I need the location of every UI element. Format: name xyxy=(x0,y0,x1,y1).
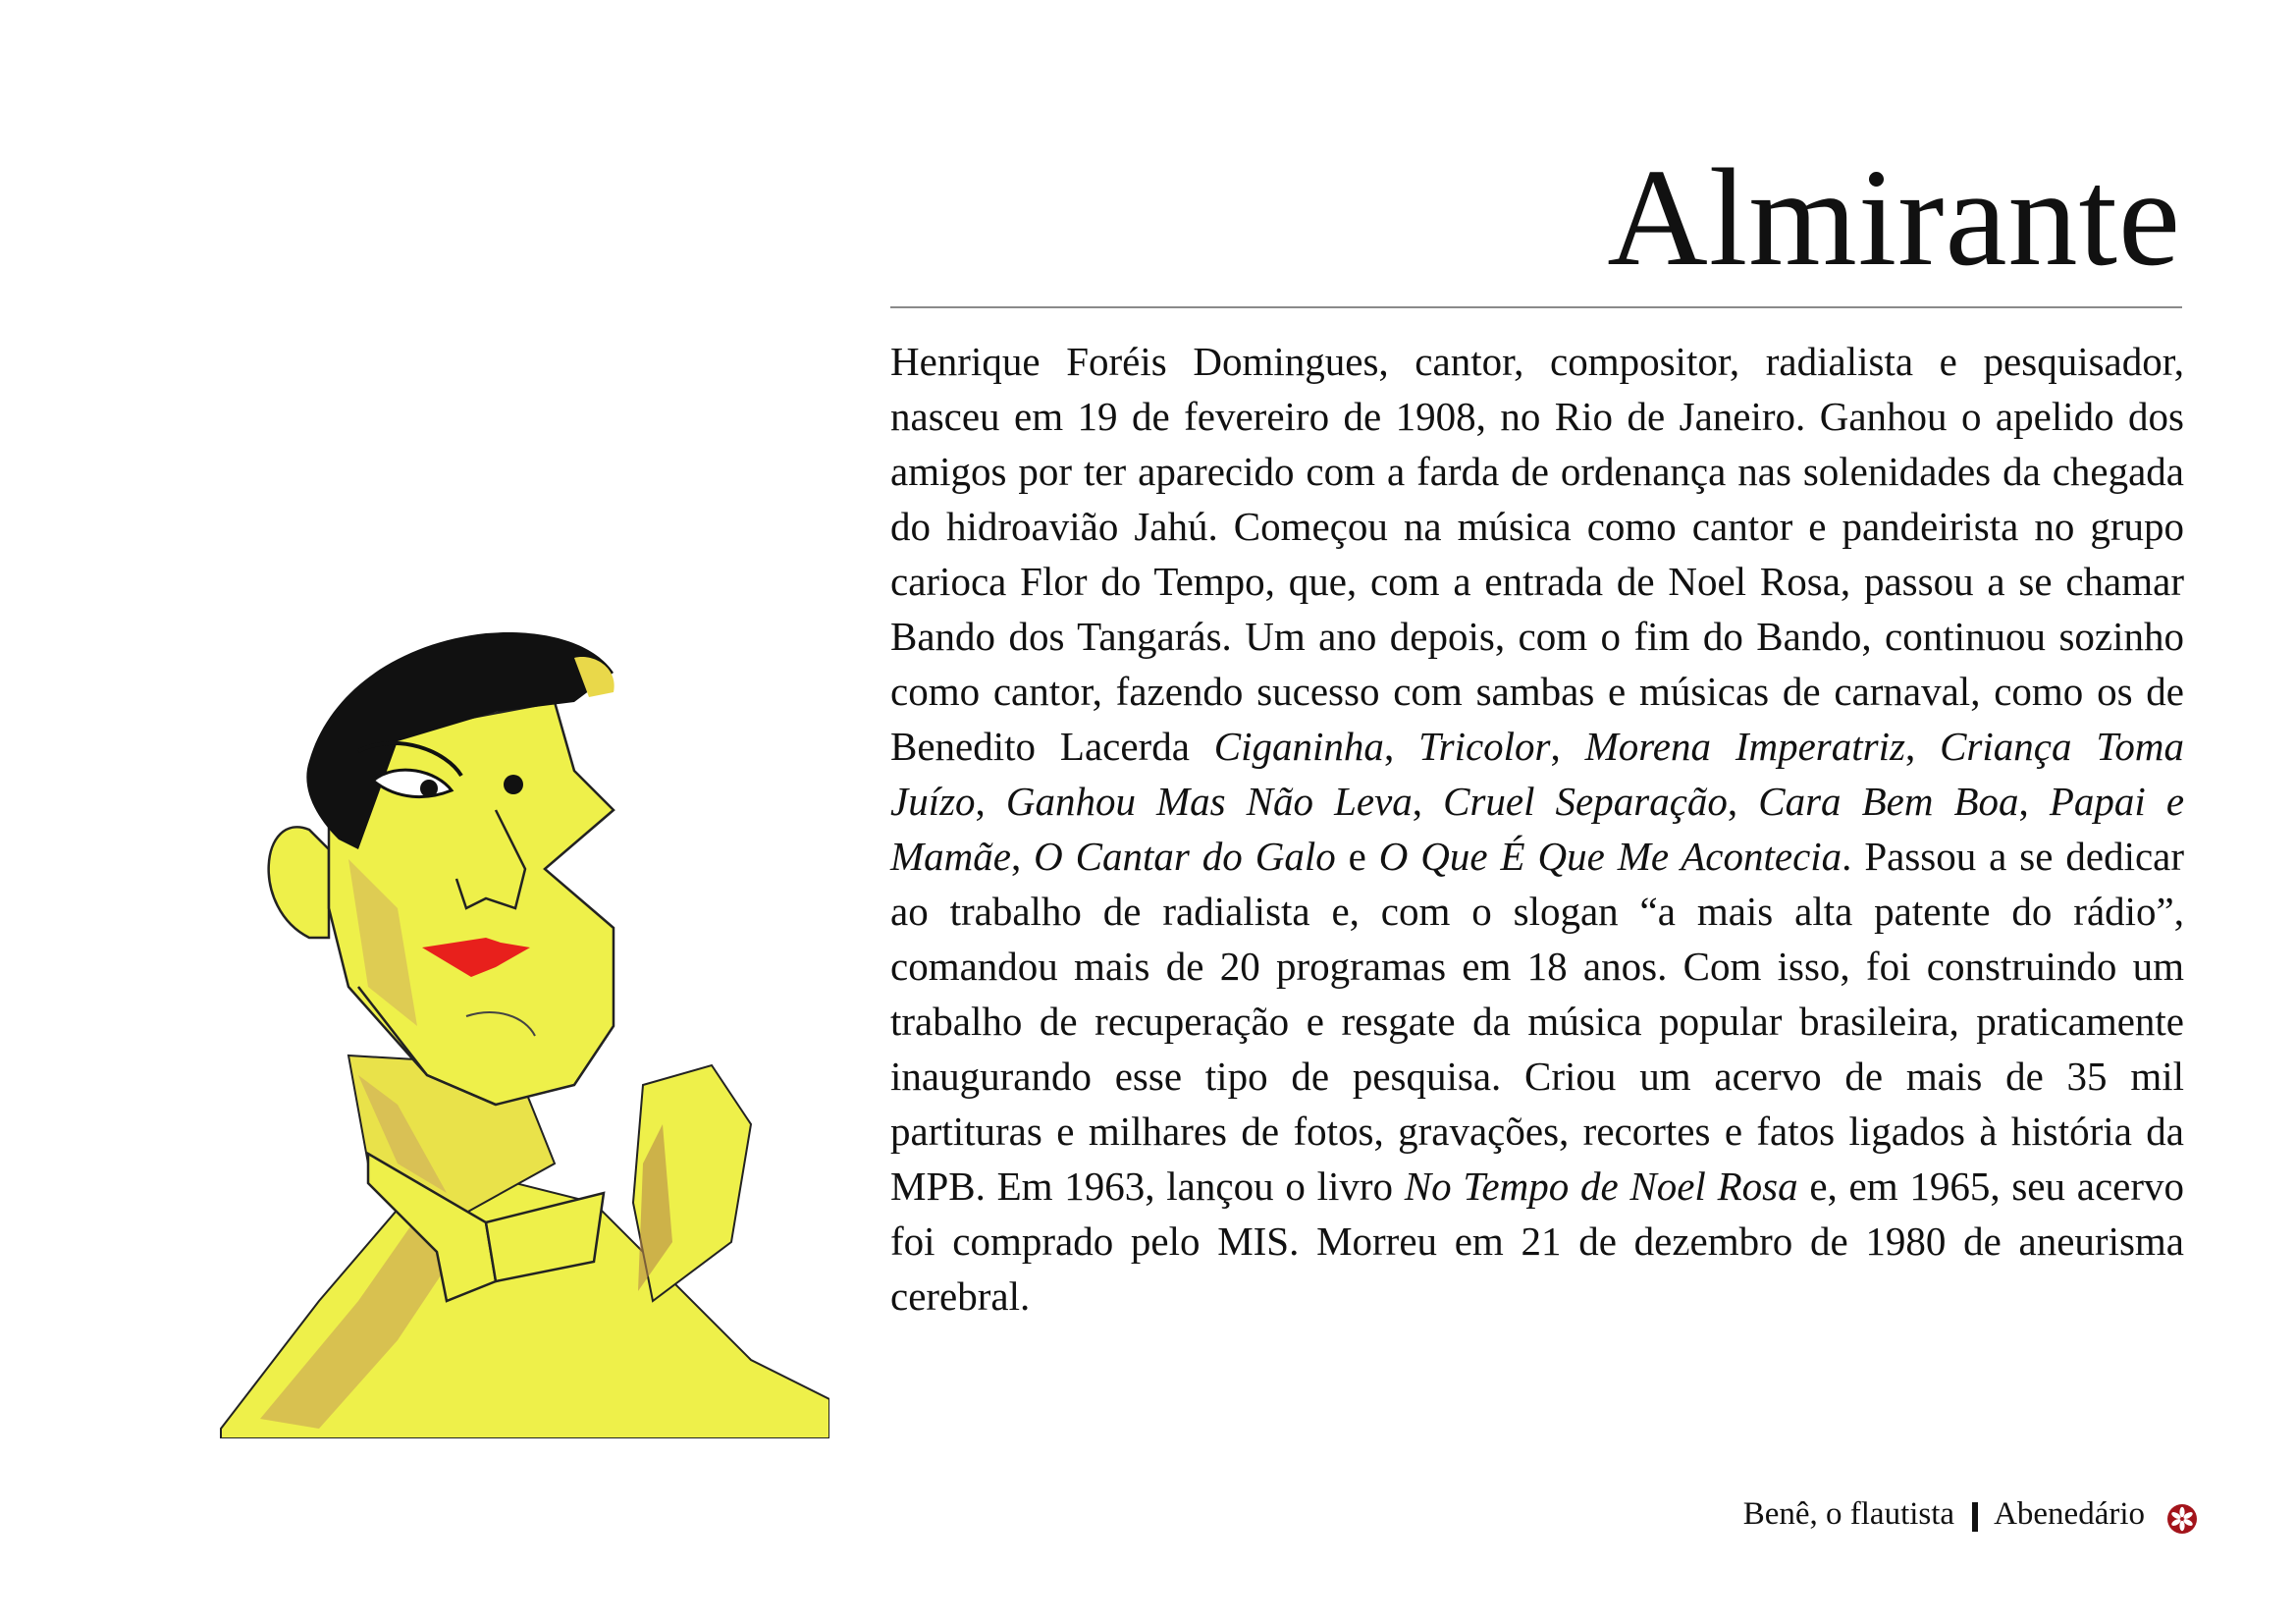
book-title: No Tempo de Noel Rosa xyxy=(1404,1164,1798,1209)
song-title: Cara Bem Boa xyxy=(1758,779,2019,824)
song-title: Ganhou Mas Não Leva xyxy=(1005,779,1413,824)
flower-icon xyxy=(2166,1503,2198,1535)
song-title: Ciganinha xyxy=(1213,724,1384,769)
footer-book-title: Benê, o flautista xyxy=(1742,1496,1955,1532)
bio-segment: Henrique Foréis Domingues, cantor, compositor, radialista e pesquisador, nasceu em 19 de fevereiro de 1908, no Rio de Janeiro. Ganhou o apelido dos amigos por ter aparecido com a farda de ordenança nas solenidades da chegada do hidroavião Jahú. Começou na música como cantor e pandeirista no grupo carioca Flor do Tempo, que, com a entrada de Noel Rosa, passou a se chamar Bando dos Tangarás. Um ano depois, com o fim do Bando, continuou sozinho como cantor, fazendo sucesso com sambas e músicas de carnaval, como os de Benedito Lacerda xyxy=(890,339,2184,769)
bio-segment: , xyxy=(2018,779,2050,824)
song-title: O Que É Que Me Acontecia xyxy=(1378,834,1842,879)
bio-segment: , xyxy=(1412,779,1444,824)
song-title: Cruel Separação xyxy=(1443,779,1728,824)
song-title: Papai e Mamãe xyxy=(890,779,2185,879)
bio-segment: . Passou a se dedicar ao trabalho de radialista e, com o slogan “a mais alta patente do rádio”, comandou mais de 20 programas em 18 anos. Com isso, foi construindo um trabalho de recuperação e resgate da música popular brasileira, praticamente inaugurando esse tipo de pesquisa. Criou um acervo de mais de 35 mil partituras e milhares de fotos, gravações, recortes e fatos ligados à história da MPB. Em 1963, lançou o livro xyxy=(890,834,2185,1209)
bio-segment: , xyxy=(1904,724,1941,769)
bio-segment: e xyxy=(1335,834,1379,879)
song-title: Tricolor xyxy=(1418,724,1551,769)
footer-section: Abenedário xyxy=(1994,1496,2145,1532)
bio-segment: , xyxy=(1010,834,1035,879)
title-divider xyxy=(890,306,2182,308)
song-title: Morena Imperatriz xyxy=(1584,724,1905,769)
portrait-illustration xyxy=(201,614,829,1438)
biography-text xyxy=(890,334,2184,1324)
bio-segment: , xyxy=(1727,779,1759,824)
bio-segment: , xyxy=(1383,724,1419,769)
bio-segment: , xyxy=(1550,724,1585,769)
song-title: Criança Toma Juízo xyxy=(890,724,2185,824)
song-title: O Cantar do Galo xyxy=(1034,834,1336,879)
footer-separator xyxy=(1972,1502,1978,1532)
page-footer xyxy=(1743,1496,2198,1533)
bio-segment: , xyxy=(975,779,1006,824)
bio-segment: e, em 1965, seu acervo foi comprado pelo MIS. Morreu em 21 de dezembro de 1980 de aneurisma cerebral. xyxy=(890,1164,2185,1319)
page-title: Almirante xyxy=(1607,139,2181,295)
